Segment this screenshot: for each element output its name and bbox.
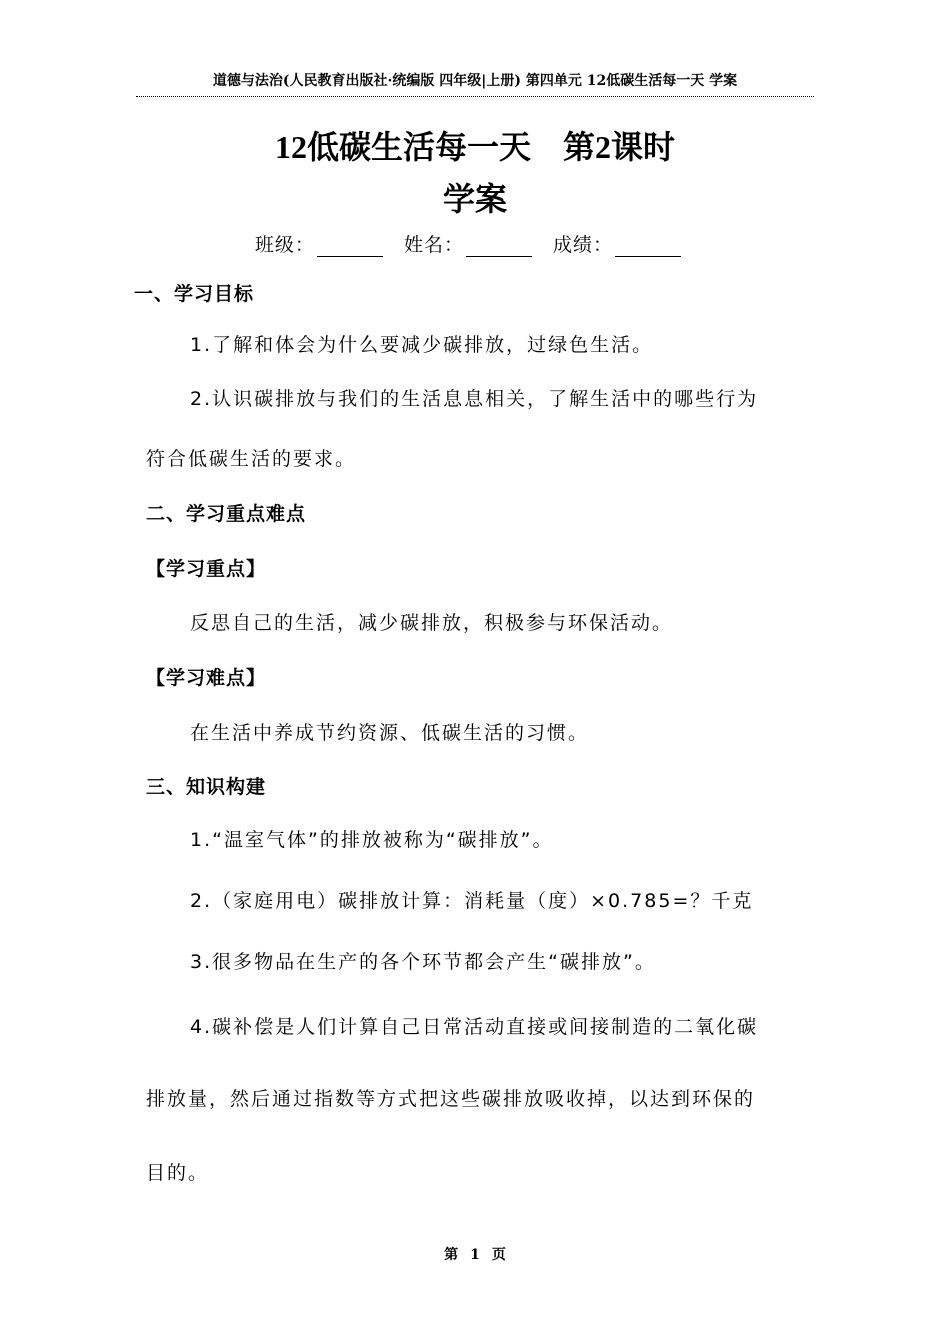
knowledge-item-4-line-2: 排放量，然后通过指数等方式把这些碳排放吸收掉，以达到环保的 <box>146 1088 756 1110</box>
knowledge-item-2: 2.（家庭用电）碳排放计算：消耗量（度）×0.785=？千克 <box>190 890 754 912</box>
difficulty-text: 在生活中养成节约资源、低碳生活的习惯。 <box>190 722 590 744</box>
score-label: 成绩： <box>553 234 614 256</box>
document-title: 12低碳生活每一天 第2课时 <box>274 129 675 165</box>
knowledge-item-4-line-3: 目的。 <box>146 1162 210 1184</box>
difficulty-heading: 【学习难点】 <box>146 667 267 689</box>
section-heading-knowledge: 三、知识构建 <box>146 776 267 798</box>
student-info-line <box>0 230 950 257</box>
page-footer <box>0 1244 950 1264</box>
knowledge-item-3: 3.很多物品在生产的各个环节都会产生“碳排放”。 <box>190 951 656 973</box>
objective-item-1: 1.了解和体会为什么要减少碳排放，过绿色生活。 <box>190 334 654 356</box>
section-heading-key-points: 二、学习重点难点 <box>146 503 307 525</box>
page-prefix: 第 <box>444 1247 459 1263</box>
knowledge-item-1: 1.“温室气体”的排放被称为“碳排放”。 <box>190 829 554 851</box>
page-suffix: 页 <box>491 1247 506 1263</box>
document-subtitle: 学案 <box>442 181 507 217</box>
objective-item-2-line-1: 2.认识碳排放与我们的生活息息相关，了解生活中的哪些行为 <box>190 388 759 410</box>
page-number: 1 <box>470 1247 480 1263</box>
objective-item-2-line-2: 符合低碳生活的要求。 <box>146 448 357 470</box>
section-heading-objectives: 一、学习目标 <box>134 283 255 305</box>
class-blank <box>317 238 383 257</box>
name-blank <box>466 238 532 257</box>
name-label: 姓名： <box>403 234 464 256</box>
key-point-text: 反思自己的生活，减少碳排放，积极参与环保活动。 <box>190 612 674 634</box>
score-blank <box>615 238 681 257</box>
class-label: 班级： <box>254 234 315 256</box>
key-point-heading: 【学习重点】 <box>146 558 267 580</box>
knowledge-item-4-line-1: 4.碳补偿是人们计算自己日常活动直接或间接制造的二氧化碳 <box>190 1016 759 1038</box>
running-header: 道德与法治(人民教育出版社·统编版 四年级|上册) 第四单元 12低碳生活每一天 学案 <box>136 70 814 97</box>
